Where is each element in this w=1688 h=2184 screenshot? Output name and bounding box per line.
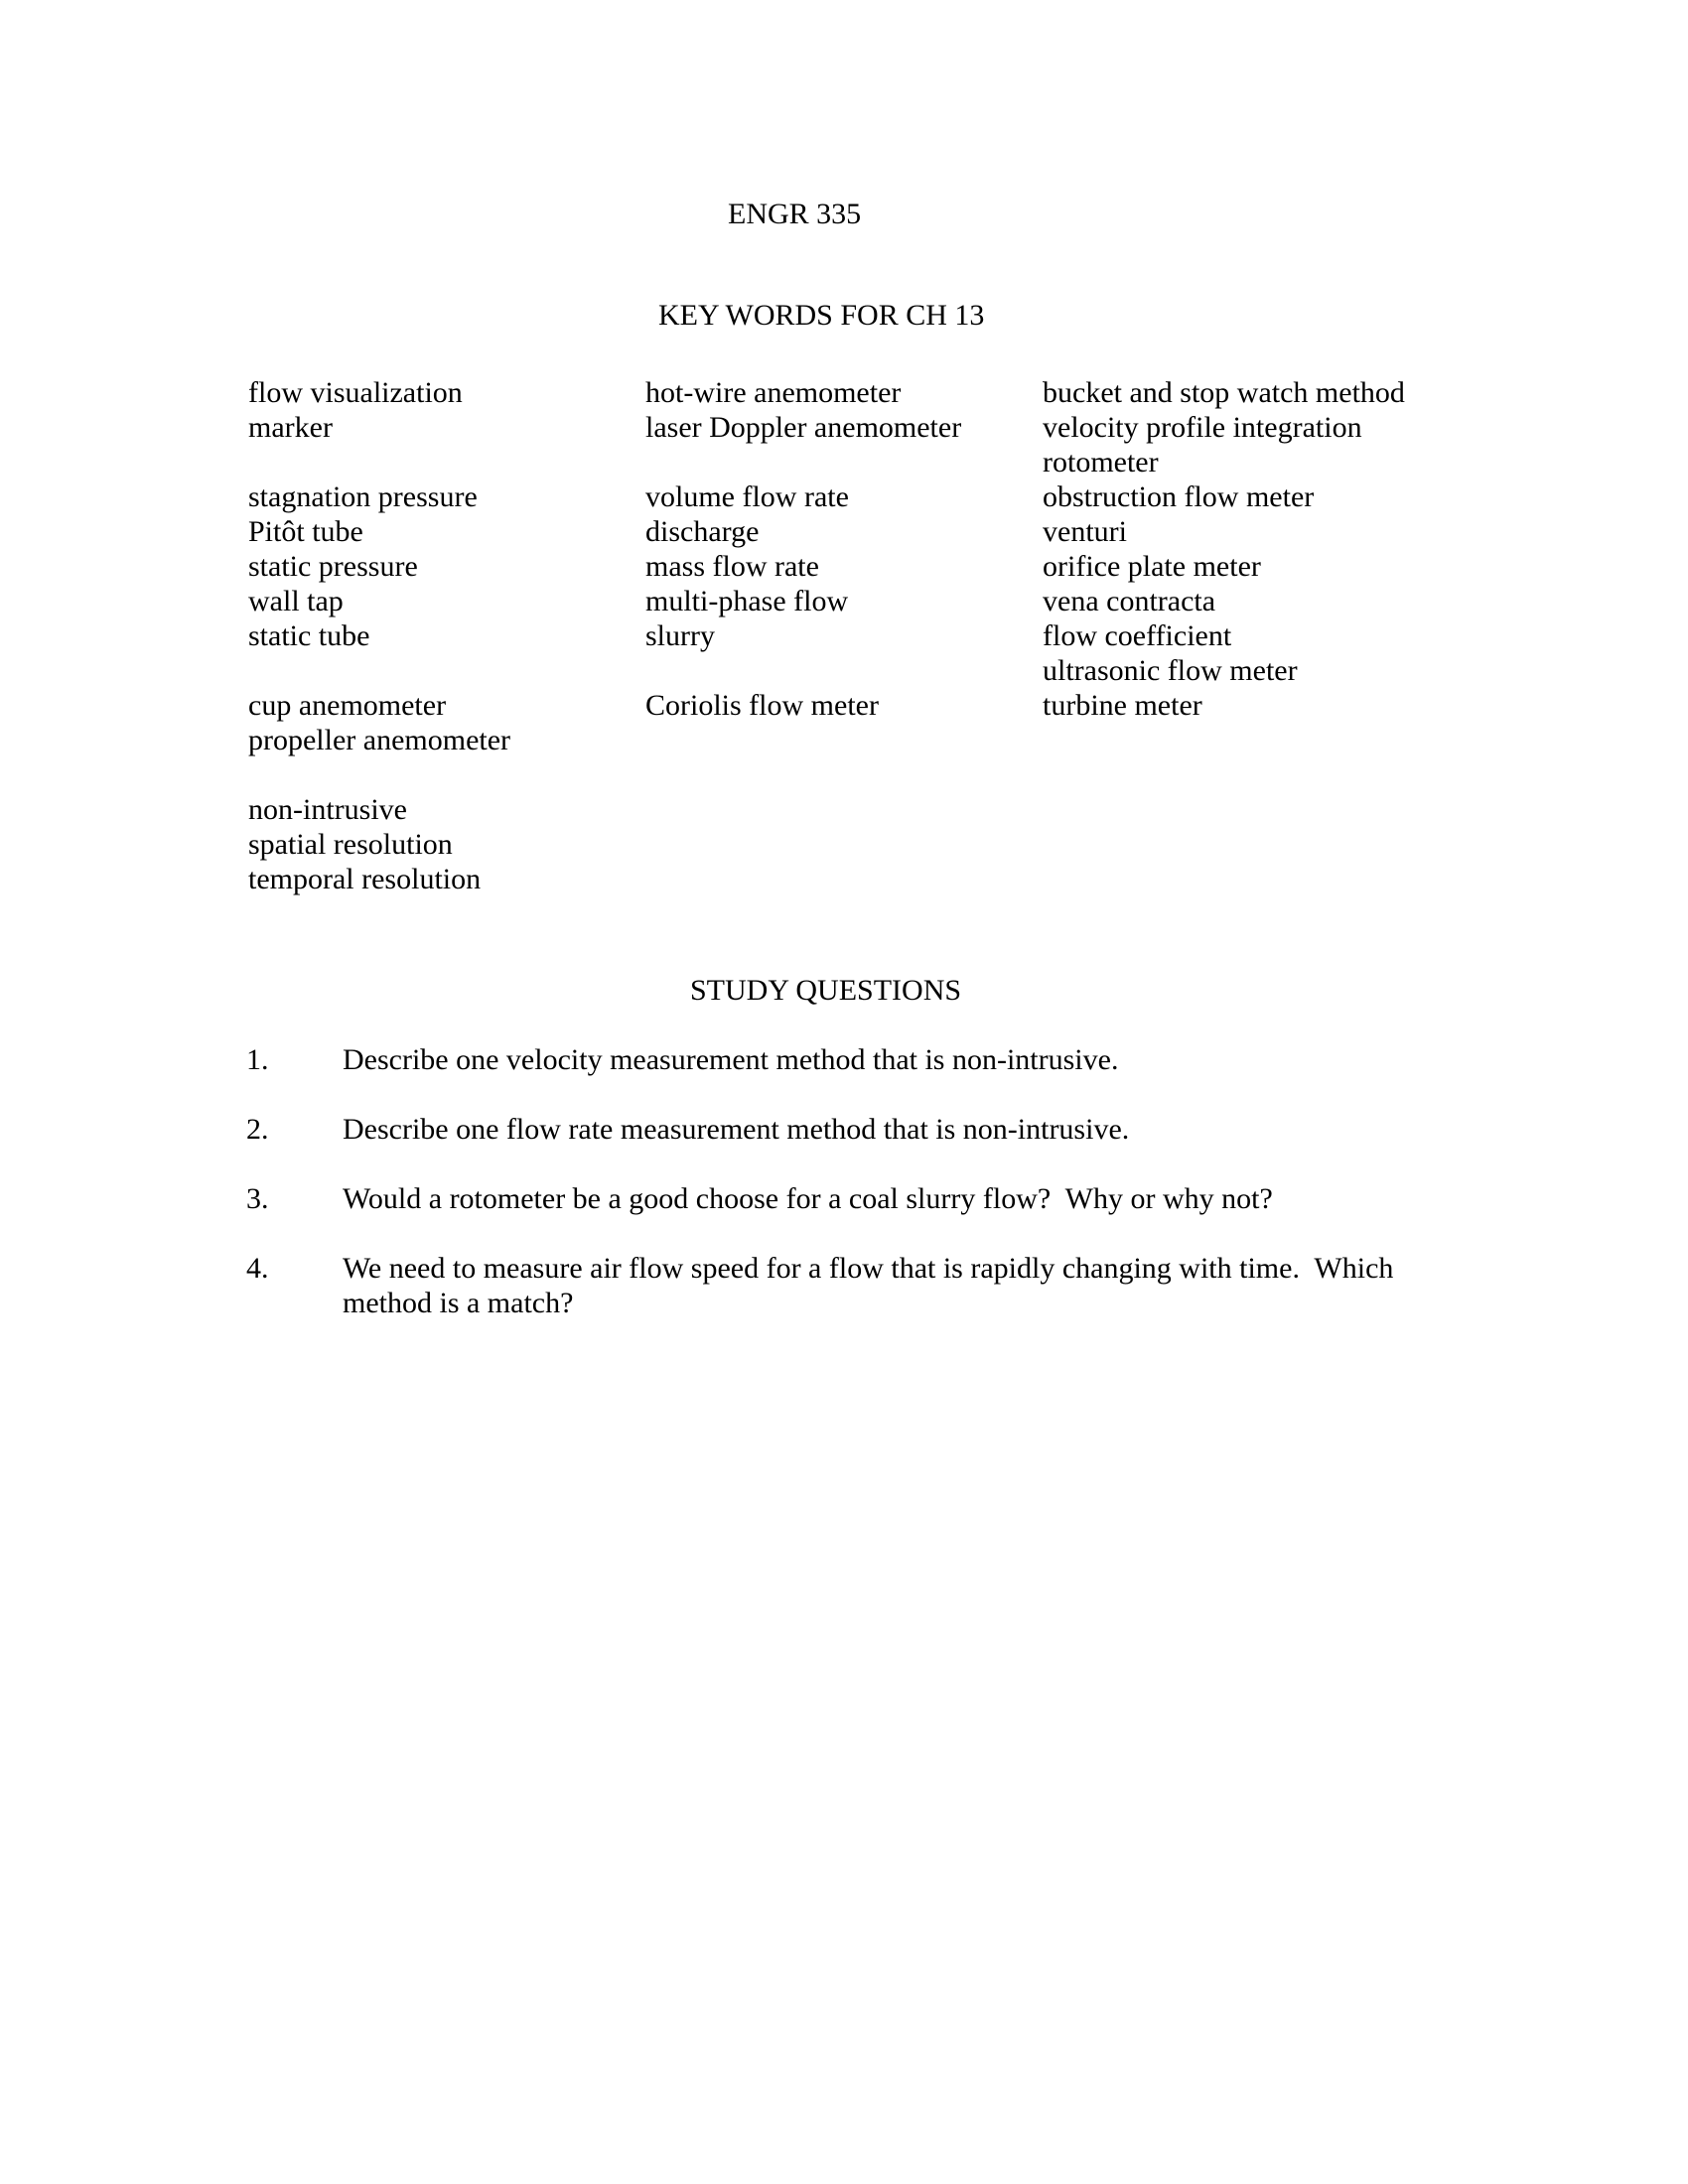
keyword-cell-col1 <box>248 445 645 479</box>
keywords-section-title: KEY WORDS FOR CH 13 <box>658 299 985 332</box>
question-number: 1. <box>246 1043 269 1076</box>
keyword-row <box>248 479 1688 514</box>
keyword-cell-col3 <box>1043 827 1688 862</box>
keyword-cell-col3: flow coefficient <box>1043 619 1232 652</box>
question-item <box>246 1042 1435 1077</box>
keyword-cell-col3 <box>1043 757 1688 792</box>
study-questions-title: STUDY QUESTIONS <box>690 974 962 1007</box>
keyword-cell-col1: temporal resolution <box>248 863 482 895</box>
keyword-row <box>248 723 1688 757</box>
keyword-row <box>248 757 1688 792</box>
question-text: Would a rotometer be a good choose for a coal slurry flow? Why or why not? <box>343 1182 1273 1215</box>
keyword-cell-col2: laser Doppler anemometer <box>645 411 962 444</box>
question-number: 4. <box>246 1252 269 1285</box>
keyword-cell-col3: turbine meter <box>1043 689 1202 722</box>
keyword-cell-col3: orifice plate meter <box>1043 550 1261 583</box>
keyword-cell-col3 <box>1043 862 1688 896</box>
keyword-cell-col2 <box>645 827 1043 862</box>
question-item <box>246 1181 1435 1216</box>
keyword-cell-col2: multi-phase flow <box>645 585 849 617</box>
keyword-cell-col2 <box>645 862 1043 896</box>
keyword-row <box>248 514 1688 549</box>
keyword-cell-col2 <box>645 792 1043 827</box>
keyword-cell-col1 <box>248 757 645 792</box>
keyword-cell-col1: stagnation pressure <box>248 480 478 513</box>
keyword-cell-col1 <box>248 653 645 688</box>
keyword-cell-col1: static tube <box>248 619 370 652</box>
question-number: 3. <box>246 1182 269 1215</box>
keyword-row <box>248 792 1688 827</box>
keyword-row <box>248 688 1688 723</box>
question-text: Describe one flow rate measurement method that is non-intrusive. <box>343 1113 1130 1146</box>
keyword-cell-col2 <box>645 757 1043 792</box>
keyword-row <box>248 445 1688 479</box>
keyword-cell-col3: rotometer <box>1043 446 1159 478</box>
keyword-cell-col1: cup anemometer <box>248 689 447 722</box>
keyword-cell-col1: spatial resolution <box>248 828 453 861</box>
study-questions-list <box>246 1042 1435 1355</box>
keyword-cell-col2 <box>645 445 1043 479</box>
keyword-cell-col2: slurry <box>645 619 715 652</box>
keyword-cell-col1: marker <box>248 411 333 444</box>
question-item <box>246 1251 1435 1320</box>
keyword-cell-col1: flow visualization <box>248 376 463 409</box>
keyword-row <box>248 375 1688 410</box>
keyword-cell-col2 <box>645 653 1043 688</box>
keyword-cell-col1: Pitôt tube <box>248 515 363 548</box>
keyword-cell-col3 <box>1043 723 1688 757</box>
keyword-row <box>248 862 1688 896</box>
keyword-cell-col3: ultrasonic flow meter <box>1043 654 1298 687</box>
keyword-cell-col3: obstruction flow meter <box>1043 480 1315 513</box>
keyword-row <box>248 410 1688 445</box>
keyword-cell-col3: bucket and stop watch method <box>1043 376 1405 409</box>
question-number: 2. <box>246 1113 269 1146</box>
keyword-cell-col2: mass flow rate <box>645 550 819 583</box>
keyword-cell-col2 <box>645 723 1043 757</box>
keywords-grid <box>248 375 1688 896</box>
keyword-cell-col3: venturi <box>1043 515 1127 548</box>
keyword-cell-col1: static pressure <box>248 550 418 583</box>
keyword-cell-col2: Coriolis flow meter <box>645 689 879 722</box>
keyword-cell-col2: discharge <box>645 515 760 548</box>
keyword-row <box>248 827 1688 862</box>
question-text: We need to measure air flow speed for a flow that is rapidly changing with time. Which method is a match? <box>343 1252 1401 1319</box>
keyword-cell-col1: wall tap <box>248 585 344 617</box>
keyword-cell-col3 <box>1043 792 1688 827</box>
question-item <box>246 1112 1435 1147</box>
course-title: ENGR 335 <box>728 198 862 230</box>
keyword-row <box>248 549 1688 584</box>
keyword-cell-col3: velocity profile integration <box>1043 411 1362 444</box>
keyword-row <box>248 618 1688 653</box>
keyword-cell-col1: non-intrusive <box>248 793 407 826</box>
keyword-row <box>248 653 1688 688</box>
keyword-cell-col3: vena contracta <box>1043 585 1216 617</box>
keyword-cell-col2: hot-wire anemometer <box>645 376 902 409</box>
keyword-cell-col1: propeller anemometer <box>248 724 511 756</box>
keyword-cell-col2: volume flow rate <box>645 480 849 513</box>
question-text: Describe one velocity measurement method that is non-intrusive. <box>343 1043 1119 1076</box>
keyword-row <box>248 584 1688 618</box>
